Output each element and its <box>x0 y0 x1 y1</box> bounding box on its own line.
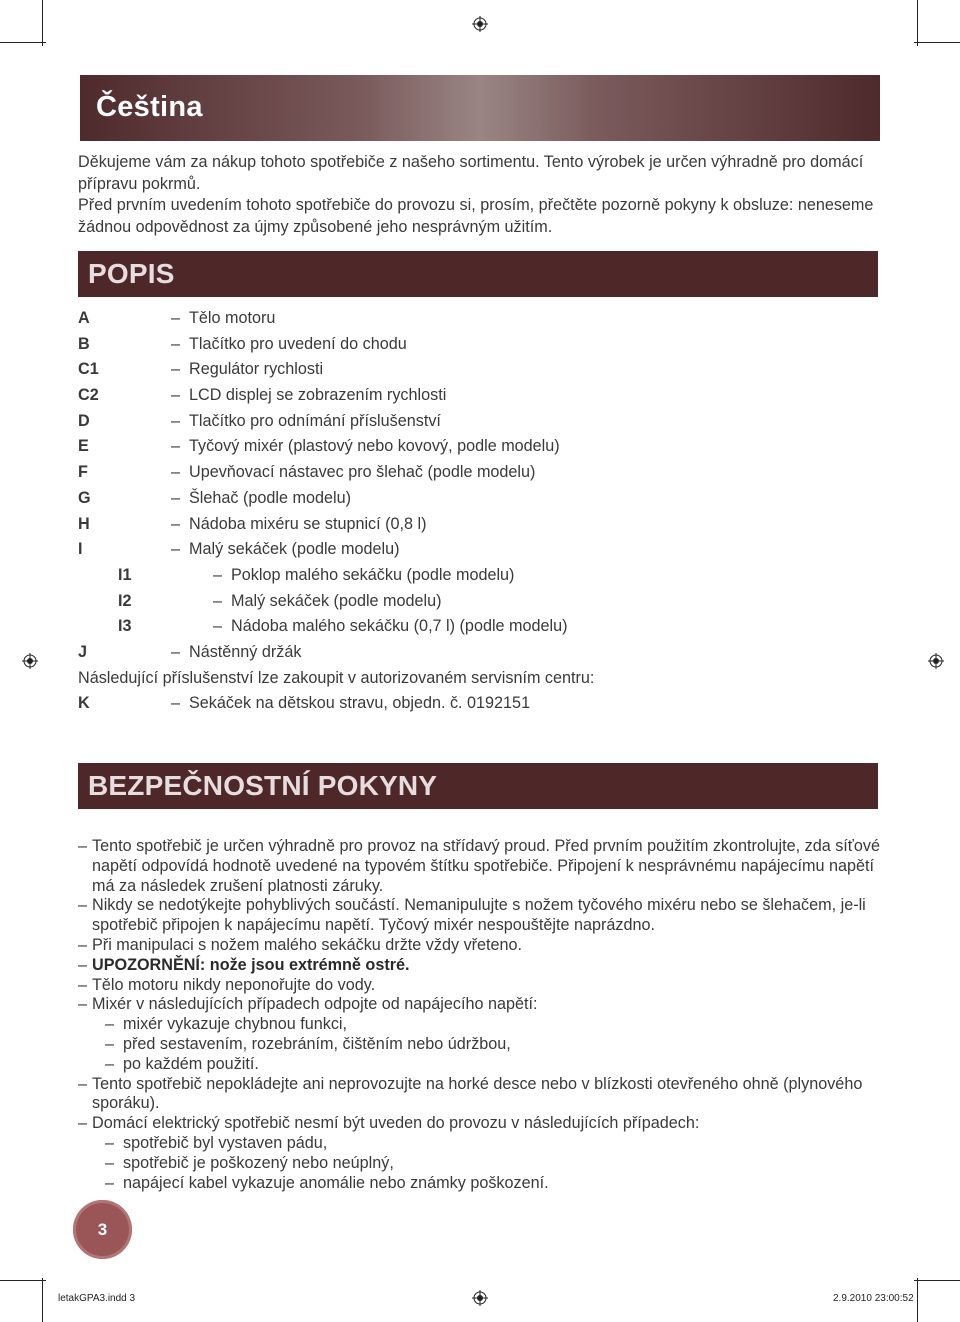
list-item <box>78 1075 883 1115</box>
accessory-note-text: Následující příslušenství lze zakoupit v autorizovaném servisním centru: <box>78 668 595 687</box>
part-text: LCD displej se zobrazením rychlosti <box>189 386 447 405</box>
part-text: Šlehač (podle modelu) <box>189 488 351 507</box>
part-letter: E <box>78 437 89 456</box>
list-item <box>78 1035 883 1055</box>
part-letter: J <box>78 642 88 661</box>
part-text: Nástěnný držák <box>189 642 302 661</box>
crop-mark <box>42 1278 43 1322</box>
crop-mark <box>917 0 918 46</box>
crop-mark <box>914 42 960 43</box>
part-text: Malý sekáček (podle modelu) <box>189 540 400 559</box>
part-text: Sekáček na dětskou stravu, objedn. č. 0192151 <box>189 694 531 713</box>
part-text: Regulátor rychlosti <box>189 360 324 379</box>
list-item <box>78 358 878 384</box>
language-title: Čeština <box>96 91 203 123</box>
language-banner <box>80 75 880 141</box>
part-text: Tlačítko pro uvedení do chodu <box>189 334 407 353</box>
part-letter: H <box>78 514 90 533</box>
page-number: 3 <box>73 1200 132 1259</box>
slug-timestamp: 2.9.2010 23:00:52 <box>833 1293 914 1304</box>
part-letter: F <box>78 463 88 482</box>
part-text: Nádoba mixéru se stupnicí (0,8 l) <box>189 514 427 533</box>
dash: – <box>78 955 88 974</box>
registration-mark-icon <box>928 653 944 669</box>
list-item <box>78 538 878 564</box>
safety-header <box>78 763 878 809</box>
intro-paragraph: Před prvním uvedením tohoto spotřebiče do provozu si, prosím, přečtěte pozorně pokyny k obsluze: neneseme žádnou odpovědnost za újmy způsobené jeho nesprávným užitím. <box>78 196 874 236</box>
section-title: POPIS <box>88 258 175 289</box>
dash: – <box>171 540 181 559</box>
item-text: Tento spotřebič nepokládejte ani neprovozujte na horké desce nebo v blízkosti otevřeného ohně (plynového sporáku). <box>92 1074 863 1113</box>
dash: – <box>171 334 181 353</box>
dash: – <box>78 837 88 855</box>
item-text: Tělo motoru nikdy neponořujte do vody. <box>92 975 376 994</box>
dash: – <box>171 514 181 533</box>
list-item <box>78 896 883 936</box>
list-item <box>78 995 883 1015</box>
list-item <box>78 487 878 513</box>
item-text: před sestavením, rozebráním, čištěním nebo údržbou, <box>123 1034 511 1053</box>
list-item <box>78 936 883 956</box>
part-letter: B <box>78 334 90 353</box>
dash: – <box>171 437 181 456</box>
list-item <box>78 333 878 359</box>
list-item <box>78 1015 883 1035</box>
item-text: napájecí kabel vykazuje anomálie nebo známky poškození. <box>123 1173 549 1192</box>
list-item <box>78 1114 883 1134</box>
crop-mark <box>917 1278 918 1322</box>
list-item <box>78 1174 883 1194</box>
item-text: Domácí elektrický spotřebič nesmí být uveden do provozu v následujících případech: <box>92 1114 700 1133</box>
dash: – <box>171 694 181 713</box>
part-letter: I3 <box>118 617 132 636</box>
dash: – <box>78 935 88 954</box>
dash: – <box>78 896 88 915</box>
list-item <box>78 307 878 333</box>
dash: – <box>171 488 181 507</box>
part-text: Upevňovací nástavec pro šlehač (podle modelu) <box>189 463 536 482</box>
list-item <box>78 435 878 461</box>
part-text: Malý sekáček (podle modelu) <box>231 591 442 610</box>
crop-mark <box>0 42 46 43</box>
part-letter: K <box>78 694 90 713</box>
part-letter: I2 <box>118 591 132 610</box>
registration-mark-icon <box>472 1290 488 1306</box>
list-item <box>78 641 878 667</box>
item-text: mixér vykazuje chybnou funkci, <box>123 1015 348 1034</box>
dash: – <box>105 1015 115 1034</box>
dash: – <box>78 1114 88 1133</box>
parts-list <box>78 307 878 718</box>
dash: – <box>213 565 223 584</box>
list-item <box>78 976 883 996</box>
part-letter: I <box>78 540 83 559</box>
item-text: spotřebič je poškozený nebo neúplný, <box>123 1153 394 1172</box>
part-text: Tlačítko pro odnímání příslušenství <box>189 411 441 430</box>
dash: – <box>213 591 223 610</box>
list-item <box>78 615 878 641</box>
slug-filename: letakGPA3.indd 3 <box>58 1293 136 1304</box>
dash: – <box>105 1153 115 1172</box>
item-text: Mixér v následujících případech odpojte od napájecího napětí: <box>92 995 538 1014</box>
crop-mark <box>0 1280 46 1281</box>
list-item <box>78 564 878 590</box>
section-title: BEZPEČNOSTNÍ POKYNY <box>88 770 438 801</box>
list-item <box>78 837 883 896</box>
part-text: Poklop malého sekáčku (podle modelu) <box>231 565 515 584</box>
dash: – <box>213 617 223 636</box>
list-item <box>78 956 883 976</box>
part-text: Tělo motoru <box>189 309 276 327</box>
list-item <box>78 1154 883 1174</box>
dash: – <box>105 1054 115 1073</box>
list-item <box>78 692 878 718</box>
list-item <box>78 461 878 487</box>
part-letter: C1 <box>78 360 99 379</box>
dash: – <box>171 642 181 661</box>
part-text: Tyčový mixér (plastový nebo kovový, podle modelu) <box>189 437 560 456</box>
list-item <box>78 513 878 539</box>
crop-mark <box>42 0 43 46</box>
intro-text <box>78 152 878 238</box>
part-letter: D <box>78 411 90 430</box>
part-letter: C2 <box>78 386 99 405</box>
crop-mark <box>914 1280 960 1281</box>
item-text: Tento spotřebič je určen výhradně pro provoz na střídavý proud. Před prvním použitím zkontrolujte, zda síťové napětí odpovídá hodnotě uvedené na typovém štítku spotřebiče. Připojení k nesprávnému napájecímu napětí má za následek zrušení platnosti záruky. <box>92 837 880 895</box>
registration-mark-icon <box>472 16 488 32</box>
dash: – <box>171 463 181 482</box>
part-letter: G <box>78 488 91 507</box>
warning-text: UPOZORNĚNÍ: nože jsou extrémně ostré. <box>92 955 410 974</box>
dash: – <box>78 1074 88 1093</box>
list-item <box>78 384 878 410</box>
description-header <box>78 251 878 297</box>
part-letter: A <box>78 309 90 327</box>
safety-list <box>78 837 883 1193</box>
item-text: Nikdy se nedotýkejte pohyblivých součástí. Nemanipulujte s nožem tyčového mixéru nebo se šlehačem, je-li spotřebič připojen k napájecímu napětí. Tyčový mixér nespouštějte naprázdno. <box>92 896 866 935</box>
dash: – <box>171 309 181 327</box>
dash: – <box>78 995 88 1014</box>
intro-paragraph: Děkujeme vám za nákup tohoto spotřebiče z našeho sortimentu. Tento výrobek je určen výhradně pro domácí přípravu pokrmů. <box>78 153 864 193</box>
item-text: po každém použití. <box>123 1054 259 1073</box>
part-text: Nádoba malého sekáčku (0,7 l) (podle modelu) <box>231 617 568 636</box>
dash: – <box>171 360 181 379</box>
list-item <box>78 590 878 616</box>
item-text: Při manipulaci s nožem malého sekáčku držte vždy vřeteno. <box>92 935 523 954</box>
list-item <box>78 1134 883 1154</box>
dash: – <box>105 1133 115 1152</box>
dash: – <box>105 1173 115 1192</box>
list-item <box>78 1055 883 1075</box>
part-letter: I1 <box>118 565 132 584</box>
dash: – <box>171 411 181 430</box>
dash: – <box>105 1034 115 1053</box>
dash: – <box>171 386 181 405</box>
item-text: spotřebič byl vystaven pádu, <box>123 1133 328 1152</box>
accessory-note <box>78 667 878 693</box>
registration-mark-icon <box>22 653 38 669</box>
dash: – <box>78 975 88 994</box>
list-item <box>78 410 878 436</box>
